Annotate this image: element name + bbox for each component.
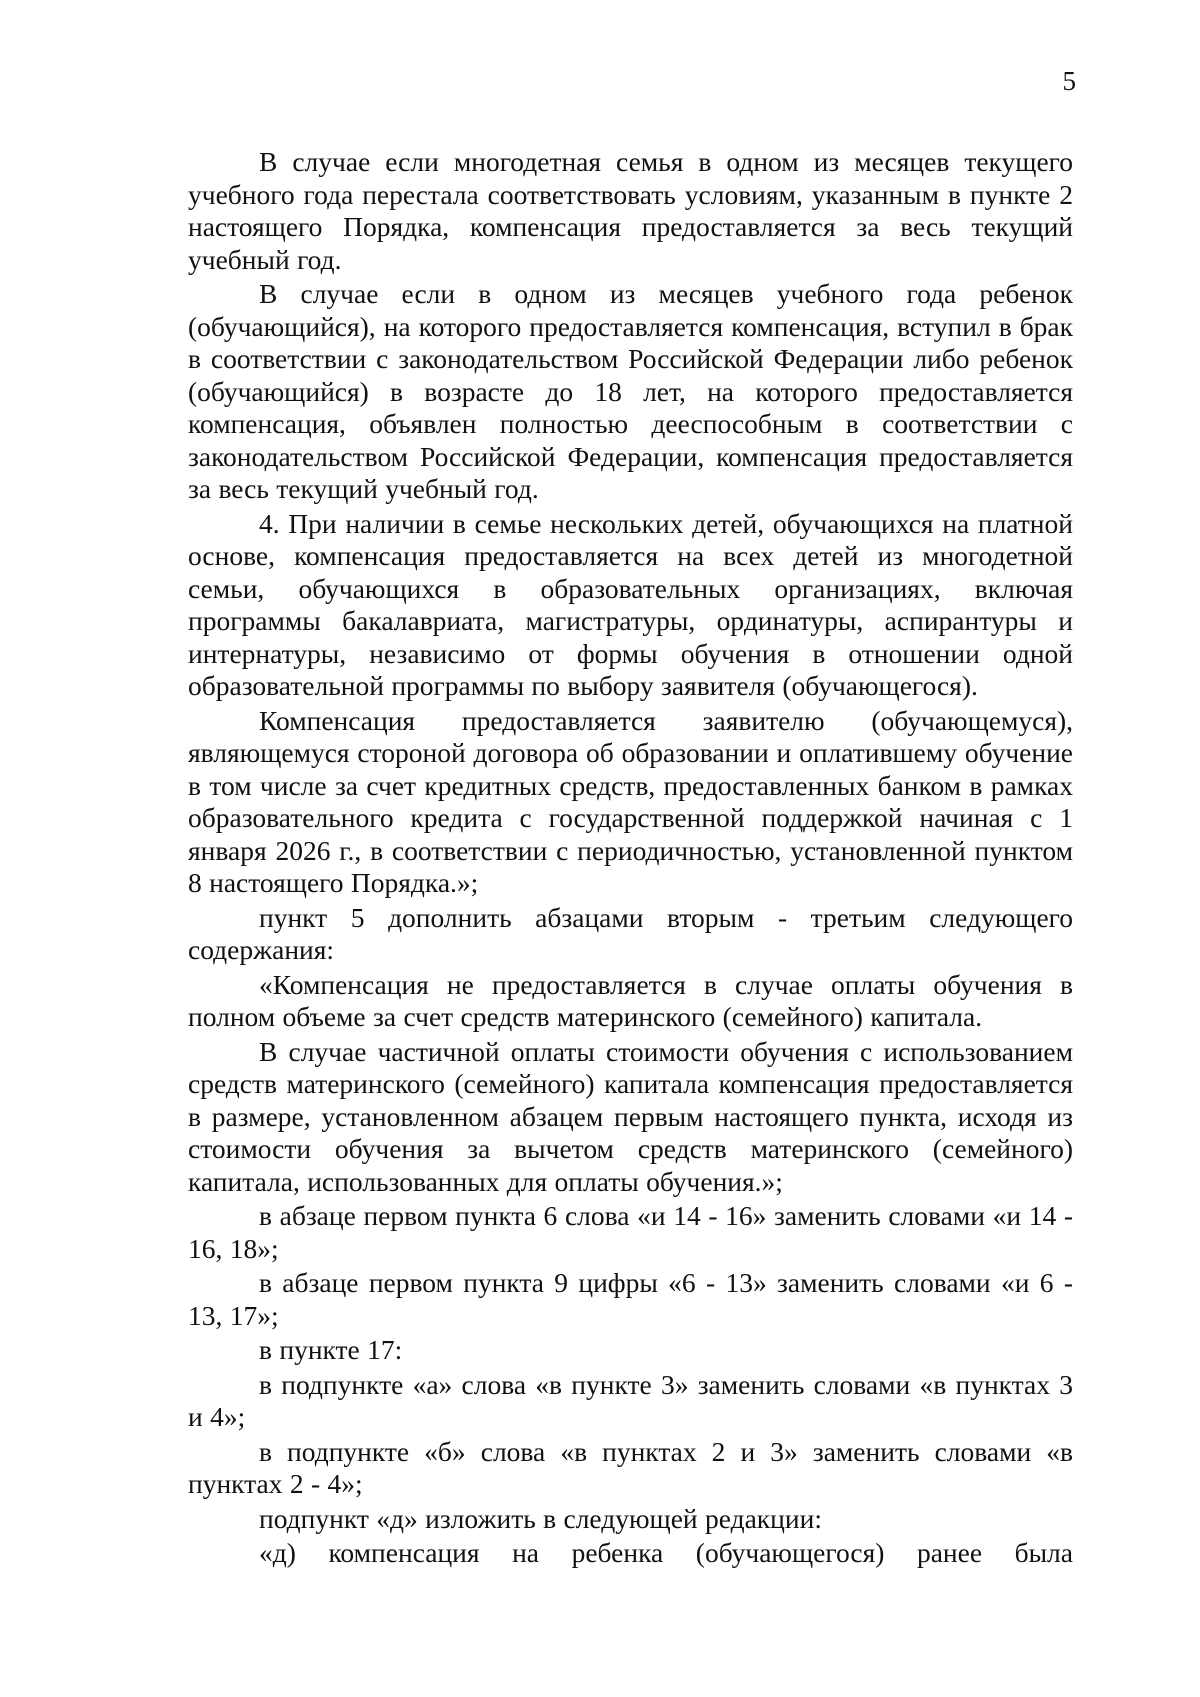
document-body — [188, 146, 1073, 1572]
paragraph: в подпункте «б» слова «в пунктах 2 и 3» заменить словами «в пунктах 2 - 4»; — [188, 1435, 1073, 1499]
paragraph: подпункт «д» изложить в следующей редакции: — [259, 1502, 822, 1534]
paragraph: В случае если многодетная семья в одном из месяцев текущего учебного года перестала соответствовать условиям, указанным в пункте 2 настоящего Порядка, компенсация предоставляется за весь текущий учебный год. — [188, 146, 1073, 275]
page-number: 5 — [1062, 66, 1076, 96]
paragraph: в абзаце первом пункта 9 цифры «6 - 13» заменить словами «и 6 - 13, 17»; — [188, 1267, 1073, 1331]
paragraph: 4. При наличии в семье нескольких детей, обучающихся на платной основе, компенсация предоставляется на всех детей из многодетной семьи, обучающихся в образовательных организациях, включая программы бакалавриата, магистратуры, ординатуры, аспирантуры и интернатуры, независимо от формы обучения в отношении одной образовательной программы по выбору заявителя (обучающегося). — [188, 507, 1073, 701]
paragraph: в пункте 17: — [259, 1334, 403, 1365]
paragraph: «Компенсация не предоставляется в случае оплаты обучения в полном объеме за счет средств материнского (семейного) капитала. — [188, 968, 1073, 1032]
paragraph: «д) компенсация на ребенка (обучающегося) ранее была — [259, 1537, 1073, 1568]
paragraph: В случае частичной оплаты стоимости обучения с использованием средств материнского (семейного) капитала компенсация предоставляется в размере, установленном абзацем первым настоящего пункта, исходя из стоимости обучения за вычетом средств материнского (семейного) капитала, использованных для оплаты обучения.»; — [188, 1035, 1073, 1197]
paragraph: Компенсация предоставляется заявителю (обучающемуся), являющемуся стороной договора об образовании и оплатившему обучение в том числе за счет кредитных средств, предоставленных банком в рамках образовательного кредита с государственной поддержкой начиная с 1 января 2026 г., в соответствии с периодичностью, установленной пунктом 8 настоящего Порядка.»; — [188, 704, 1073, 898]
paragraph: в подпункте «а» слова «в пункте 3» заменить словами «в пунктах 3 и 4»; — [188, 1368, 1073, 1432]
paragraph: в абзаце первом пункта 6 слова «и 14 - 16» заменить словами «и 14 - 16, 18»; — [188, 1200, 1073, 1264]
paragraph: В случае если в одном из месяцев учебного года ребенок (обучающийся), на которого предоставляется компенсация, вступил в брак в соответствии с законодательством Российской Федерации либо ребенок (обучающийся) в возрасте до 18 лет, на которого предоставляется компенсация, объявлен полностью дееспособным в соответствии с законодательством Российской Федерации, компенсация предоставляется за весь текущий учебный год. — [188, 278, 1073, 504]
paragraph: пункт 5 дополнить абзацами вторым - третьим следующего содержания: — [188, 901, 1073, 965]
